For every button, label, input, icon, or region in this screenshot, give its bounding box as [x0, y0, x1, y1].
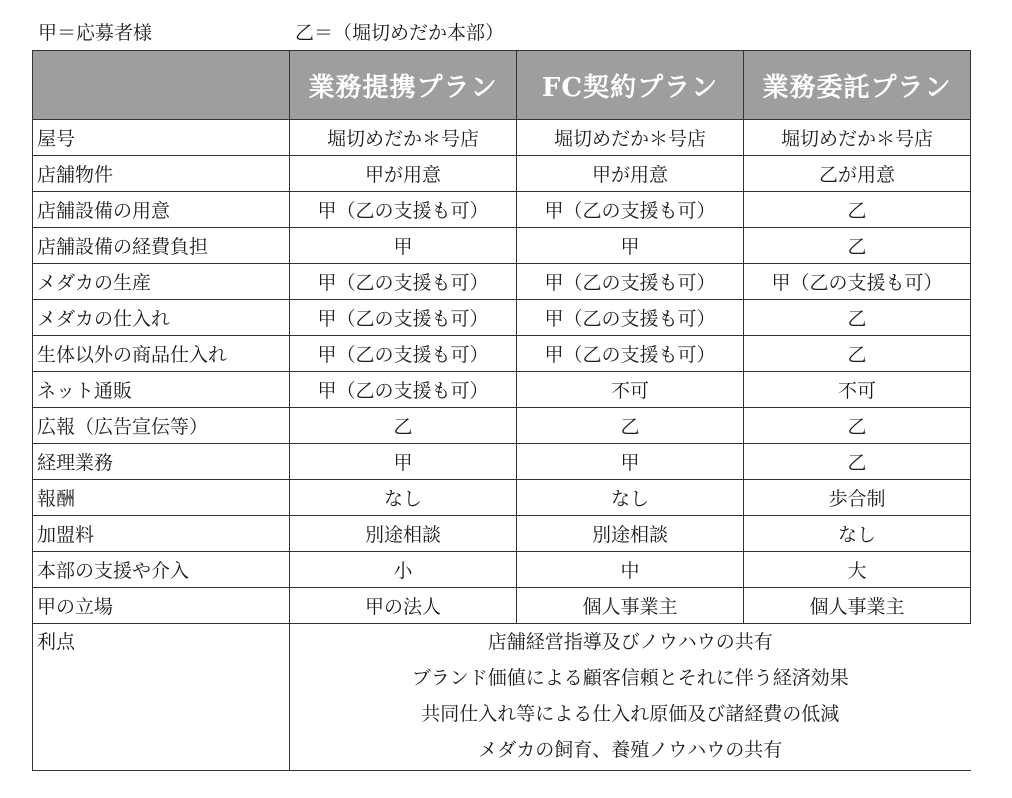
merits-cell [290, 624, 971, 771]
table-cell: 乙 [744, 192, 971, 228]
table-cell: 堀切めだか＊号店 [517, 120, 744, 156]
row-label: 広報（広告宣伝等） [33, 408, 290, 444]
table-cell: 甲（乙の支援も可） [517, 192, 744, 228]
header-row [33, 51, 971, 120]
table-row [33, 408, 971, 444]
table-cell: 大 [744, 552, 971, 588]
header-fc-contract-plan: FC契約プラン [517, 51, 744, 120]
table-cell: 乙 [744, 336, 971, 372]
table-cell: 歩合制 [744, 480, 971, 516]
table-cell: なし [744, 516, 971, 552]
row-label: 報酬 [33, 480, 290, 516]
table-row [33, 444, 971, 480]
table-cell: 中 [517, 552, 744, 588]
merit-line: メダカの飼育、養殖ノウハウの共有 [478, 739, 783, 761]
table-cell: 別途相談 [517, 516, 744, 552]
table-cell: 小 [290, 552, 517, 588]
table-cell: なし [517, 480, 744, 516]
header-business-consignment-plan: 業務委託プラン [744, 51, 971, 120]
merit-line: 共同仕入れ等による仕入れ原価及び諸経費の低減 [421, 703, 840, 725]
table-cell: 甲（乙の支援も可） [290, 192, 517, 228]
header-business-partnership-plan: 業務提携プラン [290, 51, 517, 120]
table-cell: 個人事業主 [517, 588, 744, 624]
row-label: メダカの生産 [33, 264, 290, 300]
row-label: 店舗設備の用意 [33, 192, 290, 228]
table-row [33, 336, 971, 372]
table-row [33, 588, 971, 624]
table-row [33, 228, 971, 264]
row-label: 甲の立場 [33, 588, 290, 624]
table-cell: 甲 [290, 228, 517, 264]
table-row [33, 372, 971, 408]
table-cell: 甲（乙の支援も可） [290, 336, 517, 372]
table-cell: 甲が用意 [517, 156, 744, 192]
table-cell: 個人事業主 [744, 588, 971, 624]
table-cell: 別途相談 [290, 516, 517, 552]
merits-row [33, 624, 971, 771]
table-row [33, 552, 971, 588]
table-cell: 甲（乙の支援も可） [290, 264, 517, 300]
table-cell: 甲が用意 [290, 156, 517, 192]
row-label: メダカの仕入れ [33, 300, 290, 336]
table-cell: 乙 [744, 228, 971, 264]
merits-label: 利点 [33, 624, 290, 771]
row-label: 生体以外の商品仕入れ [33, 336, 290, 372]
table-cell: 甲（乙の支援も可） [517, 336, 744, 372]
table-cell: 甲（乙の支援も可） [517, 300, 744, 336]
table-cell: 甲 [290, 444, 517, 480]
table-cell: 乙 [744, 300, 971, 336]
row-label: 加盟料 [33, 516, 290, 552]
merit-line: ブランド価値による顧客信頼とそれに伴う経済効果 [411, 667, 849, 689]
table-row [33, 156, 971, 192]
table-cell: 甲（乙の支援も可） [744, 264, 971, 300]
legend-party-a: 甲＝応募者様 [38, 22, 153, 44]
legend-party-b: 乙＝（堀切めだか本部） [295, 22, 505, 44]
row-label: 店舗物件 [33, 156, 290, 192]
table-cell: 甲（乙の支援も可） [290, 300, 517, 336]
table-cell: 甲（乙の支援も可） [290, 372, 517, 408]
table-cell: なし [290, 480, 517, 516]
table-row [33, 300, 971, 336]
row-label: 屋号 [33, 120, 290, 156]
plan-comparison-table [32, 50, 971, 771]
table-cell: 甲（乙の支援も可） [517, 264, 744, 300]
table-cell: 乙 [744, 444, 971, 480]
table-row [33, 516, 971, 552]
table-row [33, 264, 971, 300]
table-cell: 乙 [744, 408, 971, 444]
header-empty-cell [33, 51, 290, 120]
table-cell: 甲 [517, 228, 744, 264]
table-cell: 不可 [517, 372, 744, 408]
table-row [33, 480, 971, 516]
table-cell: 乙 [517, 408, 744, 444]
table-cell: 甲の法人 [290, 588, 517, 624]
table-cell: 甲 [517, 444, 744, 480]
row-label: 本部の支援や介入 [33, 552, 290, 588]
table-cell: 堀切めだか＊号店 [744, 120, 971, 156]
row-label: ネット通販 [33, 372, 290, 408]
row-label: 店舗設備の経費負担 [33, 228, 290, 264]
merit-line: 店舗経営指導及びノウハウの共有 [487, 631, 773, 653]
table-cell: 乙が用意 [744, 156, 971, 192]
table-row [33, 120, 971, 156]
row-label: 経理業務 [33, 444, 290, 480]
table-cell: 不可 [744, 372, 971, 408]
table-cell: 乙 [290, 408, 517, 444]
table-cell: 堀切めだか＊号店 [290, 120, 517, 156]
table-row [33, 192, 971, 228]
